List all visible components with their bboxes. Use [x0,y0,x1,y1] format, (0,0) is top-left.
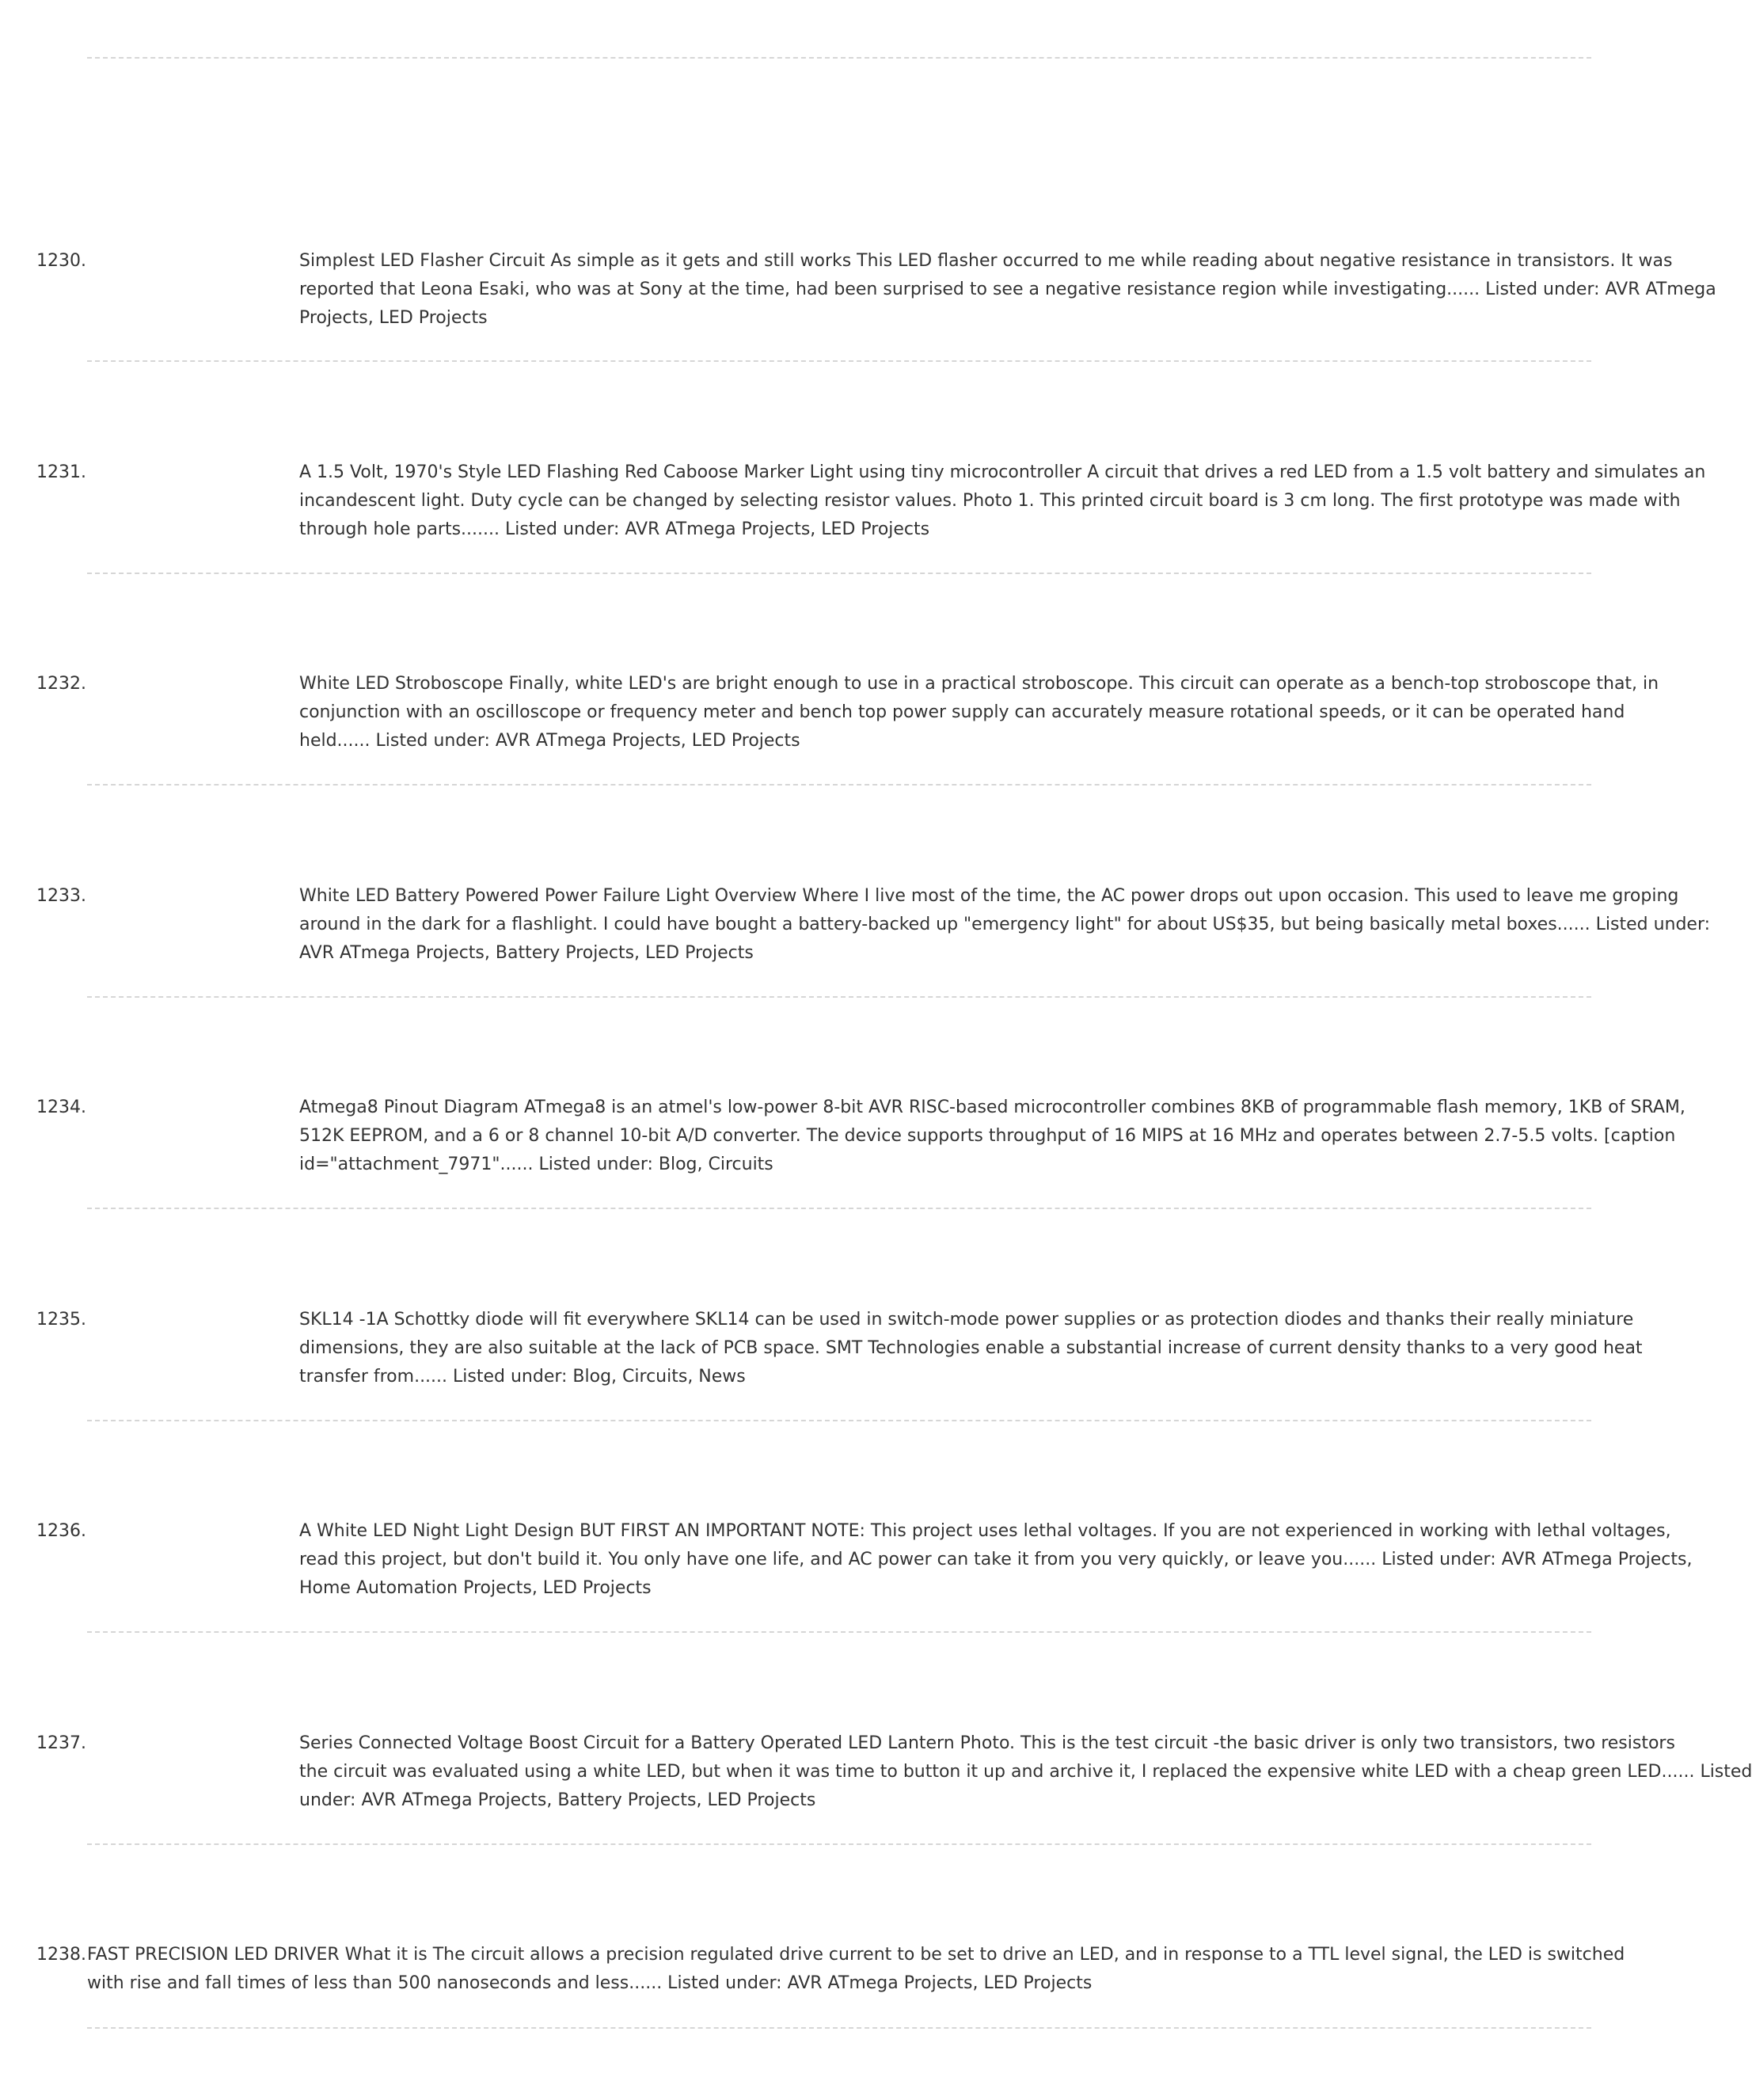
list-separator [87,2027,1591,2029]
list-item [0,247,1716,336]
item-number: 1234. [36,1098,86,1117]
description-line: conjunction with an oscilloscope or frequency meter and bench top power supply can accurately measure rotational speeds, or it can be operated hand [299,702,1625,722]
description-line: SKL14 -1A Schottky diode will fit everywhere SKL14 can be used in switch-mode power supplies or as protection diodes and thanks their really miniature [299,1310,1634,1330]
list-item [0,1517,1693,1606]
description-line: Series Connected Voltage Boost Circuit for a Battery Operated LED Lantern Photo. This is the test circuit -the basic driver is only two transistors, two resistors [299,1733,1675,1753]
item-description[interactable] [299,458,1706,544]
item-number: 1238. [36,1945,86,1965]
description-line: around in the dark for a flashlight. I could have bought a battery-backed up "emergency light" for about US$35, but being basically metal boxes...... Listed under: [299,915,1711,934]
item-number: 1235. [36,1310,86,1330]
list-separator [87,1843,1591,1845]
list-separator [87,1208,1591,1209]
description-line: the circuit was evaluated using a white LED, but when it was time to button it up and archive it, I replaced the expensive white LED with a cheap green LED...... Listed [299,1762,1752,1782]
item-description[interactable] [299,247,1716,333]
description-line: id="attachment_7971"...... Listed under: Blog, Circuits [299,1155,773,1174]
item-number: 1231. [36,462,86,482]
item-description[interactable] [299,1094,1685,1179]
description-line: Simplest LED Flasher Circuit As simple as it gets and still works This LED flasher occurred to me while reading about negative resistance in transistors. It was [299,251,1673,271]
list-separator [87,360,1591,362]
item-number: 1232. [36,674,86,694]
description-line: Home Automation Projects, LED Projects [299,1578,652,1598]
item-description[interactable] [299,882,1711,968]
list-separator [87,1420,1591,1421]
list-item [0,670,1659,759]
description-line: transfer from...... Listed under: Blog, Circuits, News [299,1367,746,1387]
list-separator [87,573,1591,574]
description-line: reported that Leona Esaki, who was at Sony at the time, had been surprised to see a negative resistance region while investigating...... Listed under: AVR ATmega [299,280,1716,299]
description-line: through hole parts....... Listed under: AVR ATmega Projects, LED Projects [299,519,930,539]
description-line: incandescent light. Duty cycle can be changed by selecting resistor values. Photo 1. This printed circuit board is 3 cm long. The first prototype was made with [299,491,1681,511]
item-number: 1233. [36,886,86,906]
item-description[interactable] [87,1941,1625,1998]
list-item [0,1729,1752,1818]
list-item [0,1941,1625,2001]
description-line: with rise and fall times of less than 500 nanoseconds and less...... Listed under: AVR ATmega Projects, LED Projects [87,1973,1093,1993]
description-line: 512K EEPROM, and a 6 or 8 channel 10-bit A/D converter. The device supports throughput of 16 MIPS at 16 MHz and operates between 2.7-5.5 volts. [caption [299,1126,1676,1146]
item-description[interactable] [299,1517,1693,1603]
list-item [0,458,1706,547]
list-separator [87,57,1591,59]
list-separator [87,784,1591,786]
description-line: White LED Battery Powered Power Failure Light Overview Where I live most of the time, the AC power drops out upon occasion. This used to leave me groping [299,886,1679,906]
description-line: White LED Stroboscope Finally, white LED's are bright enough to use in a practical stroboscope. This circuit can operate as a bench-top stroboscope that, in [299,674,1659,694]
list-separator [87,996,1591,998]
list-separator [87,1631,1591,1633]
description-line: Atmega8 Pinout Diagram ATmega8 is an atmel's low-power 8-bit AVR RISC-based microcontroller combines 8KB of programmable flash memory, 1KB of SRAM, [299,1098,1685,1117]
item-number: 1236. [36,1521,86,1541]
list-item [0,1306,1643,1394]
description-line: FAST PRECISION LED DRIVER What it is The circuit allows a precision regulated drive current to be set to drive an LED, and in response to a TTL level signal, the LED is switched [87,1945,1625,1965]
description-line: read this project, but don't build it. You only have one life, and AC power can take it from you very quickly, or leave you...... Listed under: AVR ATmega Projects, [299,1550,1693,1569]
item-number: 1237. [36,1733,86,1753]
description-line: Projects, LED Projects [299,308,488,328]
list-item [0,1094,1685,1182]
item-description[interactable] [299,1306,1643,1391]
item-description[interactable] [299,1729,1752,1815]
description-line: held...... Listed under: AVR ATmega Projects, LED Projects [299,731,800,751]
description-line: A 1.5 Volt, 1970's Style LED Flashing Red Caboose Marker Light using tiny microcontroller A circuit that drives a red LED from a 1.5 volt battery and simulates an [299,462,1706,482]
description-line: dimensions, they are also suitable at the lack of PCB space. SMT Technologies enable a substantial increase of current density thanks to a very good heat [299,1338,1643,1358]
list-item [0,882,1711,971]
description-line: A White LED Night Light Design BUT FIRST AN IMPORTANT NOTE: This project uses lethal voltages. If you are not experienced in working with lethal voltages, [299,1521,1671,1541]
description-line: under: AVR ATmega Projects, Battery Projects, LED Projects [299,1790,816,1810]
item-number: 1230. [36,251,86,271]
item-description[interactable] [299,670,1659,755]
description-line: AVR ATmega Projects, Battery Projects, LED Projects [299,943,754,963]
